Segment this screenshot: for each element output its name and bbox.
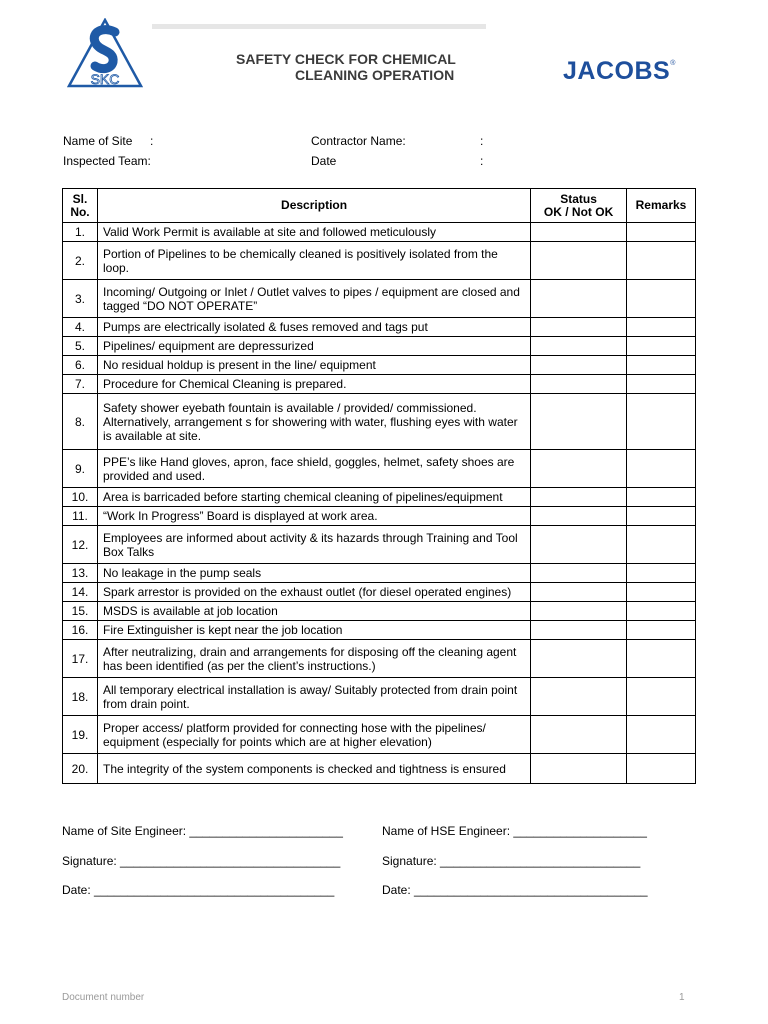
table-row bbox=[63, 318, 696, 337]
row-number: 12. bbox=[63, 526, 98, 564]
title-line-1: SAFETY CHECK FOR CHEMICAL bbox=[236, 51, 456, 67]
row-number: 1. bbox=[63, 223, 98, 242]
row-description: Pumps are electrically isolated & fuses removed and tags put bbox=[97, 318, 530, 337]
inspected-team-label: Inspected Team: bbox=[63, 154, 151, 168]
row-remarks-cell[interactable] bbox=[627, 564, 696, 583]
row-remarks-cell[interactable] bbox=[627, 318, 696, 337]
row-remarks-cell[interactable] bbox=[627, 488, 696, 507]
table-row bbox=[63, 394, 696, 450]
row-status-cell[interactable] bbox=[531, 280, 627, 318]
site-engineer-date-line: Date: ____________________________________ bbox=[62, 883, 335, 897]
row-remarks-cell[interactable] bbox=[627, 678, 696, 716]
row-status-cell[interactable] bbox=[531, 375, 627, 394]
row-description: Employees are informed about activity & its hazards through Training and Tool Box Talks bbox=[97, 526, 530, 564]
row-description: Safety shower eyebath fountain is available / provided/ commissioned. Alternatively, arrangement s for showering with water, flushing eyes with water is available at site. bbox=[97, 394, 530, 450]
row-status-cell[interactable] bbox=[531, 621, 627, 640]
row-number: 7. bbox=[63, 375, 98, 394]
row-remarks-cell[interactable] bbox=[627, 375, 696, 394]
row-status-cell[interactable] bbox=[531, 337, 627, 356]
hse-engineer-name-line: Name of HSE Engineer: ____________________ bbox=[382, 824, 647, 838]
table-row bbox=[63, 621, 696, 640]
table-row bbox=[63, 450, 696, 488]
row-remarks-cell[interactable] bbox=[627, 356, 696, 375]
row-description: After neutralizing, drain and arrangements for disposing off the cleaning agent has been identified (as per the client’s instructions.) bbox=[97, 640, 530, 678]
contractor-label: Contractor Name: bbox=[311, 134, 406, 148]
row-status-cell[interactable] bbox=[531, 678, 627, 716]
table-row bbox=[63, 488, 696, 507]
header-remarks: Remarks bbox=[627, 189, 696, 223]
row-description: Spark arrestor is provided on the exhaust outlet (for diesel operated engines) bbox=[97, 583, 530, 602]
row-number: 5. bbox=[63, 337, 98, 356]
row-status-cell[interactable] bbox=[531, 564, 627, 583]
row-number: 19. bbox=[63, 716, 98, 754]
table-row bbox=[63, 754, 696, 784]
row-status-cell[interactable] bbox=[531, 356, 627, 375]
row-status-cell[interactable] bbox=[531, 640, 627, 678]
contractor-colon: : bbox=[480, 134, 484, 148]
row-remarks-cell[interactable] bbox=[627, 450, 696, 488]
site-engineer-signature-line: Signature: _________________________________ bbox=[62, 854, 341, 868]
document-number: Document number bbox=[62, 992, 145, 1003]
document-title bbox=[170, 51, 530, 83]
date-colon: : bbox=[480, 154, 484, 168]
row-status-cell[interactable] bbox=[531, 318, 627, 337]
row-description: Procedure for Chemical Cleaning is prepared. bbox=[97, 375, 530, 394]
table-row bbox=[63, 337, 696, 356]
site-colon: : bbox=[150, 134, 154, 148]
row-description: No leakage in the pump seals bbox=[97, 564, 530, 583]
table-row bbox=[63, 640, 696, 678]
row-number: 6. bbox=[63, 356, 98, 375]
table-row bbox=[63, 602, 696, 621]
header-status: Status OK / Not OK bbox=[531, 189, 627, 223]
row-description: Portion of Pipelines to be chemically cleaned is positively isolated from the loop. bbox=[97, 242, 530, 280]
row-remarks-cell[interactable] bbox=[627, 526, 696, 564]
title-line-2: CLEANING OPERATION bbox=[295, 67, 455, 83]
table-row bbox=[63, 223, 696, 242]
page-number: 1 bbox=[679, 992, 685, 1003]
header-divider-bar bbox=[152, 24, 486, 29]
row-remarks-cell[interactable] bbox=[627, 602, 696, 621]
row-number: 9. bbox=[63, 450, 98, 488]
date-label: Date bbox=[311, 154, 337, 168]
row-remarks-cell[interactable] bbox=[627, 640, 696, 678]
row-remarks-cell[interactable] bbox=[627, 621, 696, 640]
row-status-cell[interactable] bbox=[531, 526, 627, 564]
row-status-cell[interactable] bbox=[531, 602, 627, 621]
row-description: Incoming/ Outgoing or Inlet / Outlet valves to pipes / equipment are closed and tagged “DO NOT OPERATE” bbox=[97, 280, 530, 318]
row-description: “Work In Progress” Board is displayed at work area. bbox=[97, 507, 530, 526]
table-row bbox=[63, 375, 696, 394]
row-status-cell[interactable] bbox=[531, 223, 627, 242]
row-remarks-cell[interactable] bbox=[627, 583, 696, 602]
row-remarks-cell[interactable] bbox=[627, 337, 696, 356]
row-description: MSDS is available at job location bbox=[97, 602, 530, 621]
jacobs-logo-text: JACOBS bbox=[563, 57, 671, 85]
row-remarks-cell[interactable] bbox=[627, 242, 696, 280]
site-label: Name of Site bbox=[63, 134, 133, 148]
row-number: 2. bbox=[63, 242, 98, 280]
row-remarks-cell[interactable] bbox=[627, 716, 696, 754]
skc-logo-text: SKC bbox=[90, 71, 120, 87]
table-row bbox=[63, 526, 696, 564]
table-header-row bbox=[63, 189, 696, 223]
row-status-cell[interactable] bbox=[531, 394, 627, 450]
row-number: 3. bbox=[63, 280, 98, 318]
row-description: The integrity of the system components is checked and tightness is ensured bbox=[97, 754, 530, 784]
row-remarks-cell[interactable] bbox=[627, 223, 696, 242]
row-number: 15. bbox=[63, 602, 98, 621]
row-remarks-cell[interactable] bbox=[627, 754, 696, 784]
row-remarks-cell[interactable] bbox=[627, 280, 696, 318]
skc-logo bbox=[67, 18, 143, 88]
header-sl-no: Sl. No. bbox=[63, 189, 98, 223]
row-description: Proper access/ platform provided for connecting hose with the pipelines/ equipment (especially for points which are at higher elevation) bbox=[97, 716, 530, 754]
table-row bbox=[63, 564, 696, 583]
row-status-cell[interactable] bbox=[531, 450, 627, 488]
table-row bbox=[63, 716, 696, 754]
row-status-cell[interactable] bbox=[531, 242, 627, 280]
header-description: Description bbox=[97, 189, 530, 223]
row-number: 10. bbox=[63, 488, 98, 507]
table-row bbox=[63, 280, 696, 318]
row-description: Fire Extinguisher is kept near the job location bbox=[97, 621, 530, 640]
row-number: 13. bbox=[63, 564, 98, 583]
row-description: PPE’s like Hand gloves, apron, face shield, goggles, helmet, safety shoes are provided and used. bbox=[97, 450, 530, 488]
table-row bbox=[63, 678, 696, 716]
row-number: 11. bbox=[63, 507, 98, 526]
registered-mark: ® bbox=[670, 60, 676, 67]
row-description: All temporary electrical installation is away/ Suitably protected from drain point from drain point. bbox=[97, 678, 530, 716]
row-status-cell[interactable] bbox=[531, 488, 627, 507]
row-description: Pipelines/ equipment are depressurized bbox=[97, 337, 530, 356]
table-row bbox=[63, 507, 696, 526]
hse-engineer-signature-line: Signature: ______________________________ bbox=[382, 854, 641, 868]
site-engineer-name-line: Name of Site Engineer: _______________________ bbox=[62, 824, 343, 838]
row-number: 17. bbox=[63, 640, 98, 678]
table-row bbox=[63, 242, 696, 280]
row-status-cell[interactable] bbox=[531, 754, 627, 784]
row-description: No residual holdup is present in the line/ equipment bbox=[97, 356, 530, 375]
safety-checklist-table bbox=[62, 188, 696, 784]
row-number: 20. bbox=[63, 754, 98, 784]
row-status-cell[interactable] bbox=[531, 716, 627, 754]
row-remarks-cell[interactable] bbox=[627, 507, 696, 526]
row-description: Valid Work Permit is available at site and followed meticulously bbox=[97, 223, 530, 242]
table-row bbox=[63, 583, 696, 602]
row-description: Area is barricaded before starting chemical cleaning of pipelines/equipment bbox=[97, 488, 530, 507]
jacobs-logo bbox=[563, 57, 676, 86]
row-number: 16. bbox=[63, 621, 98, 640]
table-row bbox=[63, 356, 696, 375]
row-remarks-cell[interactable] bbox=[627, 394, 696, 450]
row-number: 18. bbox=[63, 678, 98, 716]
row-status-cell[interactable] bbox=[531, 507, 627, 526]
row-number: 4. bbox=[63, 318, 98, 337]
hse-engineer-date-line: Date: ___________________________________ bbox=[382, 883, 648, 897]
row-status-cell[interactable] bbox=[531, 583, 627, 602]
row-number: 8. bbox=[63, 394, 98, 450]
row-number: 14. bbox=[63, 583, 98, 602]
